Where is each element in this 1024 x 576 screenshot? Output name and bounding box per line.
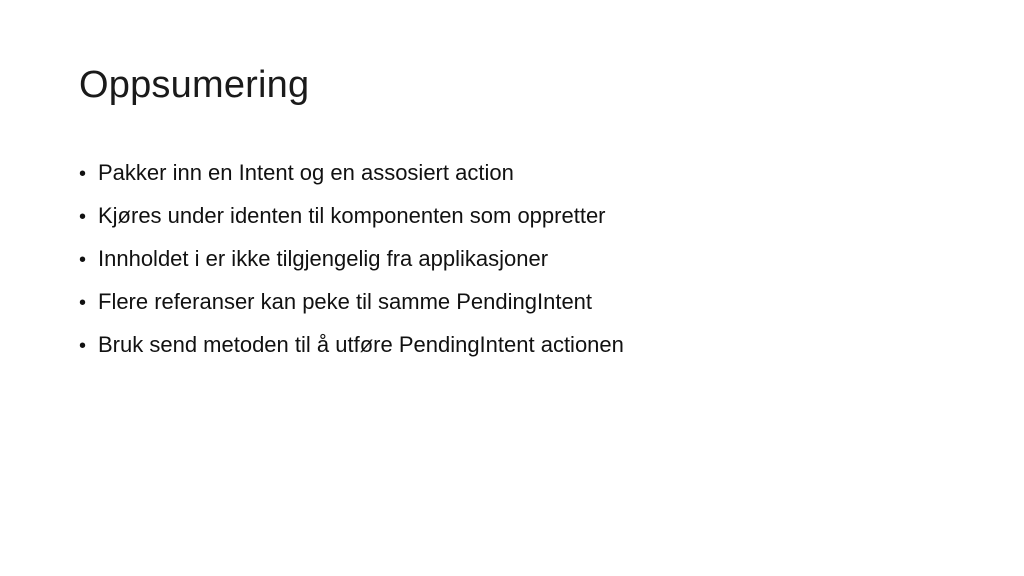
slide-title: Oppsumering — [79, 64, 310, 106]
list-item — [79, 237, 959, 280]
bullet-text: Flere referanser kan peke til samme PendingIntent — [98, 289, 593, 314]
list-item — [79, 323, 959, 366]
list-item — [79, 280, 959, 323]
bullet-icon: • — [79, 163, 87, 185]
bullet-icon: • — [79, 249, 87, 271]
bullet-text: Kjøres under identen til komponenten som oppretter — [98, 203, 606, 228]
list-item — [79, 151, 959, 194]
list-item — [79, 194, 959, 237]
bullet-text: Bruk send metoden til å utføre PendingIntent actionen — [98, 332, 624, 357]
bullet-text: Pakker inn en Intent og en assosiert action — [98, 160, 514, 185]
bullet-text: Innholdet i er ikke tilgjengelig fra applikasjoner — [98, 246, 549, 271]
bullet-icon: • — [79, 335, 87, 357]
bullet-icon: • — [79, 206, 87, 228]
bullet-icon: • — [79, 292, 87, 314]
bullet-list — [79, 151, 959, 366]
